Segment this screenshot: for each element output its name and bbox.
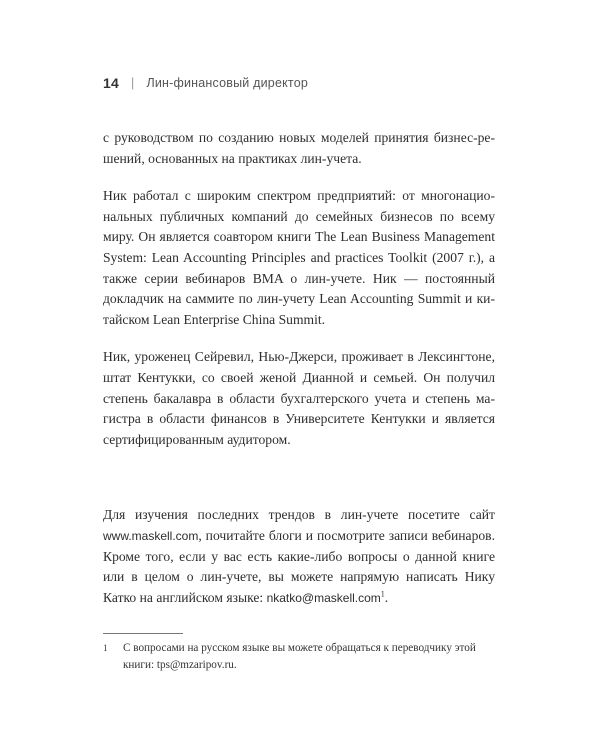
paragraph-4-middle: , почитайте блоги и посмотрите записи вебинаров. Кроме того, если у вас есть какие-либо вопросы о данной книге или в целом о лин-учете, вы можете напрямую написать Нику Катко на английском языке: [103, 527, 495, 605]
paragraph-3: Ник, уроженец Сейревил, Нью-Джерси, проживает в Лексингтоне, штат Кентукки, со своей женой Дианной и семьей. Он получил степень бакалавра в области бухгалтерского учета и степень магистра в области финансов в Университете Кентукки и является сертифицированным аудитором. [103, 349, 495, 447]
footnote [103, 640, 495, 674]
paragraph-4-end: . [384, 589, 389, 605]
footnote-text: С вопросами на русском языке вы можете обращаться к переводчику этой книги: tps@mzaripov.ru. [123, 642, 476, 671]
footnote-rule [103, 633, 183, 634]
header-separator: | [130, 76, 135, 90]
paragraph-2: Ник работал с широким спектром предприятий: от многонациональных публичных компаний до семейных бизнесов по всему миру. Он является соавтором книги The Lean Business Management System: Lean Accounting Principles and practices Toolkit (2007 г.), а также серии вебинаров BMA о лин-учете. Ник — постоянный докладчик на саммите по лин-учету Lean Accounting Summit и китайском Lean Enterprise China Summit. [103, 188, 495, 327]
paragraph-1: с руководством по созданию новых моделей принятия бизнес-решений, основанных на практиках лин-учета. [103, 130, 495, 166]
website-link[interactable]: www.maskell.com [103, 528, 199, 543]
page-body [103, 128, 495, 608]
email-link[interactable]: nkatko@maskell.com [266, 590, 381, 605]
paragraph-4-intro: Для изучения последних трендов в лин-учете посетите сайт [103, 507, 495, 523]
running-header [103, 75, 308, 91]
book-title: Лин-финансовый директор [146, 76, 309, 90]
page-number: 14 [103, 75, 119, 91]
footnote-ref: 1 [380, 589, 385, 599]
footnote-mark: 1 [103, 643, 108, 653]
paragraph-4 [103, 505, 495, 608]
